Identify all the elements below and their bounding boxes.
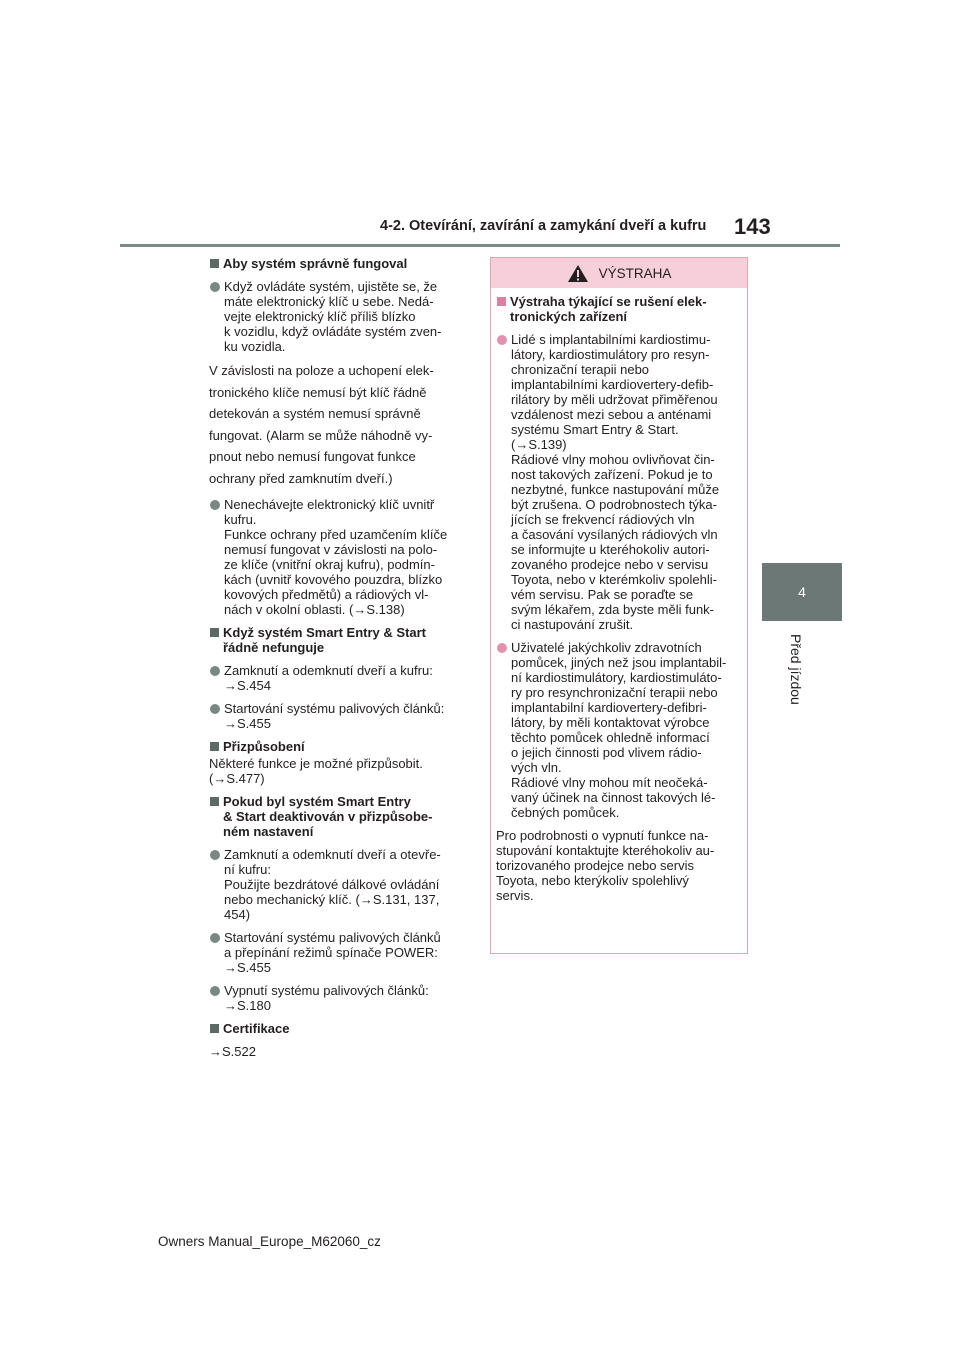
subheading: Aby systém správně fungoval	[209, 256, 471, 271]
page-number: 143	[734, 214, 771, 239]
circle-bullet-icon	[210, 986, 220, 996]
circle-bullet-icon	[497, 335, 507, 345]
section-title: 4-2. Otevírání, zavírání a zamykání dveří a kufru	[380, 218, 707, 234]
circle-bullet-icon	[210, 704, 220, 714]
subheading: Když systém Smart Entry & Start řádně nefunguje	[209, 625, 471, 655]
list-item: Startování systému palivových článků: →S.455	[209, 701, 471, 731]
left-column	[209, 256, 471, 1067]
subheading: Výstraha týkající se rušení elek- tronických zařízení	[496, 294, 742, 324]
list-item: Vypnutí systému palivových článků: →S.180	[209, 983, 471, 1013]
header-divider	[120, 244, 840, 247]
square-bullet-icon	[210, 259, 219, 268]
subheading: Přizpůsobení	[209, 739, 471, 754]
circle-bullet-icon	[210, 933, 220, 943]
document-id: Owners Manual_Europe_M62060_cz	[158, 1234, 381, 1249]
circle-bullet-icon	[210, 282, 220, 292]
list-item: Když ovládáte systém, ujistěte se, že máte elektronický klíč u sebe. Nedá- vejte elektronický klíč příliš blízko k vozidlu, když ovládáte systém zven- ku vozidla.	[209, 279, 471, 354]
list-item: Uživatelé jakýchkoliv zdravotních pomůcek, jiných než jsou implantabil- ní kardiostimulátory, kardiostimuláto- ry pro resynchronizační terapii nebo implantabilní kardiovertery-defibri- látory, by měli kontaktovat výrobce těchto pomůcek ohledně informací o jejich činnosti pod vlivem rádio- vých vln. Rádiové vlny mohou mít neočeká- vaný účinek na činnost takových lé- čebných pomůcek.	[496, 640, 742, 820]
warning-title: VÝSTRAHA	[598, 265, 672, 281]
paragraph: Pro podrobnosti o vypnutí funkce na- stupování kontaktujte kteréhokoliv au- torizovaného prodejce nebo servis Toyota, nebo kterýkoliv spolehlivý servis.	[496, 828, 715, 903]
list-item: Nenechávejte elektronický klíč uvnitř kufru. Funkce ochrany před uzamčením klíče nemusí fungovat v závislosti na polo- ze klíče (vnitřní okraj kufru), podmín- kách (uvnitř kovového pouzdra, blízko kovových předmětů) a rádiových vl- nách v okolní oblasti. (→S.138)	[209, 497, 471, 617]
square-bullet-icon	[210, 742, 219, 751]
paragraph: V závislosti na poloze a uchopení elek- tronického klíče nemusí být klíč řádně detekován a systém nemusí správně fungovat. (Alarm se může náhodně vy- pnout nebo nemusí fungovat funkce ochrany před zamknutím dveří.)	[209, 363, 434, 486]
circle-bullet-icon	[210, 666, 220, 676]
chapter-label: Před jízdou	[788, 634, 804, 705]
square-bullet-icon	[497, 297, 506, 306]
square-bullet-icon	[210, 628, 219, 637]
subheading: Pokud byl systém Smart Entry & Start deaktivován v přizpůsobe- ném nastavení	[209, 794, 471, 839]
paragraph: Některé funkce je možné přizpůsobit. (→S.477)	[209, 756, 423, 786]
list-item: Zamknutí a odemknutí dveří a kufru: →S.454	[209, 663, 471, 693]
circle-bullet-icon	[497, 643, 507, 653]
chapter-number: 4	[798, 584, 806, 600]
list-item: Zamknutí a odemknutí dveří a otevře- ní kufru: Použijte bezdrátové dálkové ovládání nebo mechanický klíč. (→S.131, 137, 454)	[209, 847, 471, 922]
square-bullet-icon	[210, 797, 219, 806]
circle-bullet-icon	[210, 500, 220, 510]
chapter-tab	[762, 563, 842, 621]
list-item: Lidé s implantabilními kardiostimu- látory, kardiostimulátory pro resyn- chronizační terapii nebo implantabilními kardiovertery-defib- rilátory by měli udržovat přiměřenou vzdálenost mezi sebou a anténami systému Smart Entry & Start. (→S.139) Rádiové vlny mohou ovlivňovat čin- nost takových zařízení. Pokud je to nezbytné, funkce nastupování může být zrušena. O podrobnostech týka- jících se frekvencí rádiových vln a časování vysílaných rádiových vln se informujte u kteréhokoliv autori- zovaného prodejce nebo v servisu Toyota, nebo v kterémkoliv spolehli- vém servisu. Pak se poraďte se svým lékařem, zda byste měli funk- ci nastupování zrušit.	[496, 332, 742, 632]
warning-header	[491, 258, 747, 288]
warning-box	[490, 257, 748, 954]
warning-triangle-icon	[567, 264, 589, 283]
subheading: Certifikace	[209, 1021, 471, 1036]
paragraph: →S.522	[209, 1044, 256, 1059]
circle-bullet-icon	[210, 850, 220, 860]
list-item: Startování systému palivových článků a přepínání režimů spínače POWER: →S.455	[209, 930, 471, 975]
warning-body	[491, 288, 747, 903]
square-bullet-icon	[210, 1024, 219, 1033]
